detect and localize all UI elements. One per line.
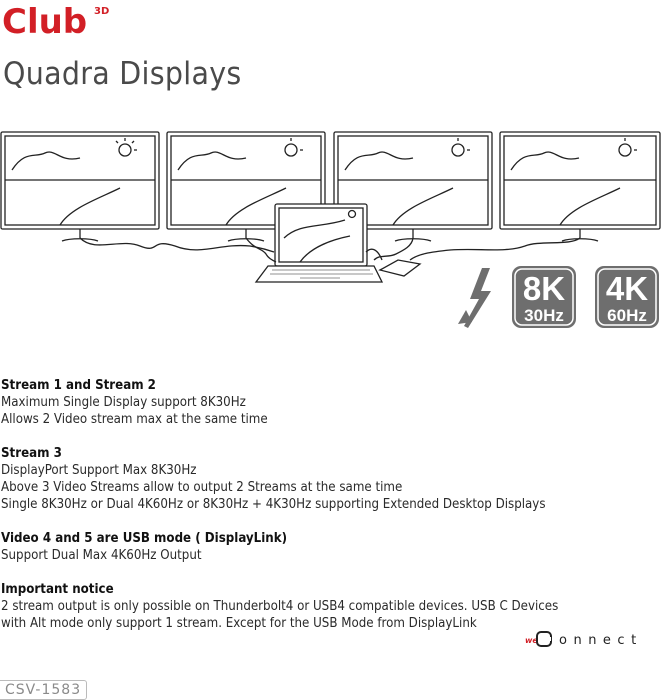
monitor-4 [500,132,660,241]
section-heading: Video 4 and 5 are USB mode ( DisplayLink) [1,531,288,546]
section-line: 2 stream output is only possible on Thunderbolt4 or USB4 compatible devices. USB C Devices [1,599,559,614]
section-line: with Alt mode only support 1 stream. Except for the USB Mode from DisplayLink [1,616,477,631]
page-title: Quadra Displays [3,56,242,92]
section-important-notice [1,581,641,632]
section-stream-3 [1,445,641,513]
section-line: Maximum Single Display support 8K30Hz [1,395,246,410]
badge-8k-label: 8K [522,270,566,307]
club3d-logo [2,2,112,38]
laptop [256,204,382,282]
badge-4k-label: 4K [605,270,649,307]
thunderbolt-icon [458,268,491,328]
spec-text [1,377,641,649]
badge-8k-30hz [512,266,576,328]
section-line: Above 3 Video Streams allow to output 2 Streams at the same time [1,480,403,495]
badge-60hz-label: 60Hz [607,306,647,325]
section-video-4-5 [1,530,641,564]
logo-text: Club [2,2,88,38]
badge-30hz-label: 30Hz [524,306,564,325]
weconnect-text: onnect [559,633,643,648]
sku-label: CSV-1583 [0,680,87,700]
section-heading: Stream 3 [1,446,62,461]
section-heading: Stream 1 and Stream 2 [1,378,156,393]
dock [380,260,420,276]
monitor-1 [1,132,159,241]
product-illustration [0,128,661,343]
section-line: DisplayPort Support Max 8K30Hz [1,463,197,478]
section-line: Single 8K30Hz or Dual 4K60Hz or 8K30Hz + 4K30Hz supporting Extended Desktop Displays [1,497,546,512]
logo-superscript: 3D [94,6,110,17]
section-line: Allows 2 Video stream max at the same time [1,412,268,427]
section-stream-1-2 [1,377,641,428]
weconnect-prefix: we [525,636,538,645]
weconnect-logo [525,628,661,650]
badge-4k-60hz [595,266,659,328]
section-heading: Important notice [1,582,114,597]
section-line: Support Dual Max 4K60Hz Output [1,548,202,563]
